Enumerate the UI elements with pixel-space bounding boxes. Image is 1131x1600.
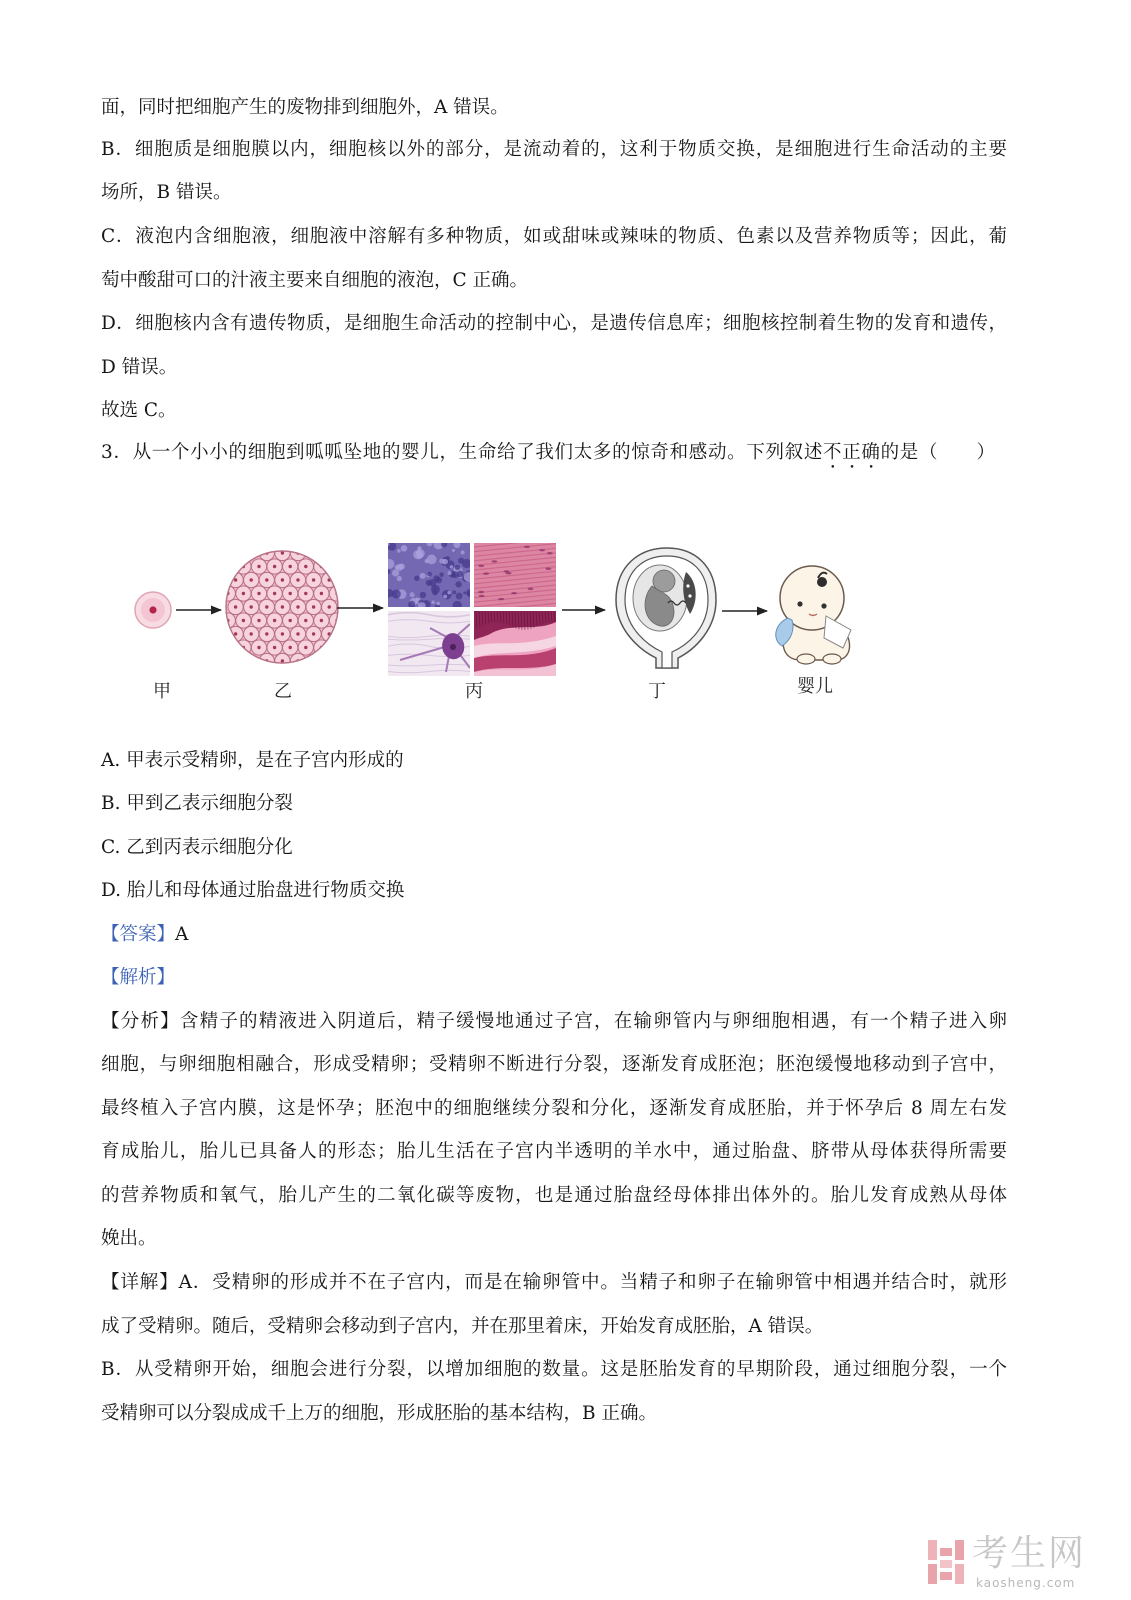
cell-nucleus [312, 578, 315, 581]
prev-option-b-line-1: B．细胞质是细胞膜以内，细胞核以外的部分，是流动着的，这利于物质交换，是细胞进行生命活动的主要 [101, 139, 1007, 160]
analysis-line-4: 育成胎儿，胎儿已具备人的形态；胎儿生活在子宫内半透明的羊水中，通过胎盘、脐带从母体获得所需要 [101, 1141, 1007, 1162]
cell-nucleus [273, 592, 276, 595]
cell-nucleus [242, 592, 245, 595]
texture-dot [385, 569, 390, 574]
texture-dot [498, 598, 504, 600]
cell-nucleus [250, 605, 253, 608]
cell-nucleus [281, 659, 284, 662]
cell-nucleus [320, 592, 323, 595]
cell-nucleus [304, 565, 307, 568]
texture-dot [452, 549, 455, 552]
texture-dot [455, 581, 461, 587]
texture-dot [408, 601, 415, 608]
cell-nucleus [234, 605, 237, 608]
texture-dot [439, 572, 444, 577]
cell-nucleus [265, 632, 268, 635]
texture-dot [413, 550, 422, 559]
stage-label-jia: 甲 [153, 681, 171, 702]
cell-nucleus [281, 632, 284, 635]
texture-dot [385, 589, 393, 597]
explanation-label: 【解析】 [101, 967, 176, 988]
cell-nucleus [257, 592, 260, 595]
cell-nucleus [328, 605, 331, 608]
cell-nucleus [304, 619, 307, 622]
cell-nucleus [265, 578, 268, 581]
texture-dot [443, 595, 447, 599]
texture-dot [478, 591, 484, 593]
prev-option-c-line-1: C．液泡内含细胞液，细胞液中溶解有多种物质，如或甜味或辣味的物质、色素以及营养物质等；因此，葡 [101, 226, 1007, 247]
cell-nucleus [320, 619, 323, 622]
cell-nucleus [273, 619, 276, 622]
watermark-brand: 考生网 [972, 1533, 1087, 1574]
answer-label: 【答案】 [101, 924, 176, 945]
tissue-epithelial-icon [474, 611, 556, 676]
texture-dot [491, 560, 497, 562]
cell-nucleus [273, 646, 276, 649]
texture-dot [448, 571, 452, 575]
texture-dot [511, 592, 517, 594]
cell-nucleus [304, 646, 307, 649]
texture-dot [466, 589, 473, 596]
detail-b-line-1: B．从受精卵开始，细胞会进行分裂，以增加细胞的数量。这是胚胎发育的早期阶段，通过细胞分裂，一个 [101, 1359, 1007, 1380]
detail-label: 【详解】 [101, 1272, 179, 1293]
prev-option-d-line-2: D 错误。 [101, 357, 178, 378]
texture-dot [384, 559, 394, 569]
texture-dot [427, 555, 437, 565]
analysis-line-5: 的营养物质和氧气，胎儿产生的二氧化碳等废物，也是通过胎盘经母体排出体外的。胎儿发育成熟从母体 [101, 1185, 1007, 1206]
prev-conclusion: 故选 C。 [101, 400, 177, 421]
texture-dot [453, 541, 460, 548]
cell-nucleus [281, 551, 284, 554]
cell-nucleus [242, 619, 245, 622]
texture-dot [427, 572, 432, 577]
detail-a-line-2: 成了受精卵。随后，受精卵会移动到子宫内，并在那里着床，开始发育成胚胎，A 错误。 [101, 1316, 824, 1337]
texture-dot [503, 570, 509, 572]
texture-dot [478, 565, 484, 567]
prev-option-d-line-1: D．细胞核内含有遗传物质，是细胞生命活动的控制中心，是遗传信息库；细胞核控制着生物的发育和遗传， [101, 313, 1007, 334]
analysis-text: 含精子的精液进入阴道后，精子缓慢地通过子宫，在输卵管内与卵细胞相遇，有一个精子进入卵 [179, 1011, 1007, 1032]
stage-label-bing: 丙 [465, 681, 483, 702]
texture-dot [401, 545, 408, 552]
texture-dot [429, 579, 436, 586]
zygote-icon [135, 592, 171, 628]
cell-nucleus [281, 578, 284, 581]
cell-nucleus [257, 565, 260, 568]
cell-nucleus [250, 632, 253, 635]
texture-dot [387, 543, 390, 546]
texture-dot [418, 602, 426, 610]
texture-dot [420, 573, 426, 579]
texture-dot [432, 590, 437, 595]
cell-nucleus [257, 646, 260, 649]
cell-nucleus [312, 632, 315, 635]
option-a: A. 甲表示受精卵，是在子宫内形成的 [101, 750, 404, 771]
texture-dot [528, 588, 534, 590]
baby-icon [776, 566, 851, 664]
cell-nucleus [304, 592, 307, 595]
cell-nucleus [289, 592, 292, 595]
prev-option-c-line-2: 萄中酸甜可口的汁液主要来自细胞的液泡，C 正确。 [101, 270, 529, 291]
prev-option-a-tail: 面，同时把细胞产生的废物排到细胞外，A 错误。 [101, 97, 509, 118]
prev-option-b-line-2: 场所，B 错误。 [101, 182, 232, 203]
texture-dot [450, 565, 454, 569]
stage-label-yi: 乙 [274, 681, 292, 702]
analysis-line-1 [101, 1009, 1007, 1035]
cell-nucleus [296, 632, 299, 635]
texture-dot [436, 602, 440, 606]
cell-nucleus [281, 605, 284, 608]
texture-dot [410, 592, 415, 597]
question-stem-end: 的是（ ） [880, 442, 995, 463]
cell-nucleus [296, 578, 299, 581]
option-b: B. 甲到乙表示细胞分裂 [101, 793, 293, 814]
option-d: D. 胎儿和母体通过胎盘进行物质交换 [101, 880, 405, 901]
tissue-connective-icon [384, 540, 473, 610]
analysis-line-6: 娩出。 [101, 1228, 157, 1249]
texture-dot [479, 595, 485, 597]
uterus-fetus-icon [616, 548, 716, 668]
texture-dot [456, 593, 463, 600]
stage-label-ding: 丁 [648, 681, 666, 702]
analysis-label: 【分析】 [101, 1011, 180, 1032]
texture-dot [458, 558, 464, 564]
texture-dot [397, 576, 402, 581]
question-stem-emphasis: 不正确 [823, 442, 881, 463]
detail-b-line-2: 受精卵可以分裂成成千上万的细胞，形成胚胎的基本结构，B 正确。 [101, 1403, 657, 1424]
texture-dot [397, 549, 401, 553]
texture-dot [545, 568, 551, 570]
texture-dot [392, 569, 399, 576]
texture-dot [463, 591, 466, 594]
texture-dot [395, 565, 399, 569]
analysis-line-2: 细胞，与卵细胞相融合，形成受精卵；受精卵不断进行分裂，逐渐发育成胚泡；胚泡缓慢地移动到子宫中， [101, 1054, 1007, 1075]
stage-label-baby: 婴儿 [797, 676, 833, 697]
texture-dot [524, 546, 530, 548]
analysis-line-3: 最终植入子宫内膜，这是怀孕；胚泡中的细胞继续分裂和分化，逐渐发育成胚胎，并于怀孕后 8 周左右发 [101, 1098, 1007, 1119]
texture-dot [431, 600, 435, 604]
texture-dot [399, 563, 405, 569]
texture-dot [426, 540, 432, 546]
cell-nucleus [296, 605, 299, 608]
watermark-site: kaosheng.com [976, 1576, 1076, 1590]
question-stem-start: 3．从一个小小的细胞到呱呱坠地的婴儿，生命给了我们太多的惊奇和感动。下列叙述 [101, 442, 824, 463]
cell-nucleus [257, 619, 260, 622]
texture-dot [441, 541, 447, 547]
texture-dot [436, 577, 442, 583]
texture-dot [420, 592, 426, 598]
option-c: C. 乙到丙表示细胞分化 [101, 837, 293, 858]
texture-dot [447, 591, 450, 594]
cell-nucleus [273, 565, 276, 568]
morula-icon [220, 545, 344, 668]
answer-line [101, 922, 1007, 948]
tissue-nerve-icon [388, 611, 470, 676]
texture-dot [453, 601, 462, 610]
texture-dot [442, 559, 448, 565]
cell-nucleus [289, 646, 292, 649]
development-figure [120, 530, 880, 710]
answer-value: A [175, 924, 189, 945]
texture-dot [455, 565, 460, 570]
cell-nucleus [312, 605, 315, 608]
detail-a-line-1 [101, 1270, 1007, 1296]
texture-dot [547, 552, 553, 554]
texture-dot [464, 572, 474, 582]
cell-nucleus [289, 619, 292, 622]
texture-dot [461, 550, 465, 554]
kaosheng-logo-icon [926, 1536, 966, 1588]
cell-nucleus [289, 565, 292, 568]
question-stem [101, 440, 995, 466]
tissue-muscle-icon [474, 539, 556, 616]
texture-dot [483, 572, 489, 574]
texture-dot [414, 576, 420, 582]
texture-dot [539, 549, 545, 551]
detail-a-text: A．受精卵的形成并不在子宫内，而是在输卵管中。当精子和卵子在输卵管中相遇并结合时，就形 [178, 1272, 1007, 1293]
cell-nucleus [265, 605, 268, 608]
cell-nucleus [250, 578, 253, 581]
texture-dot [452, 590, 456, 594]
